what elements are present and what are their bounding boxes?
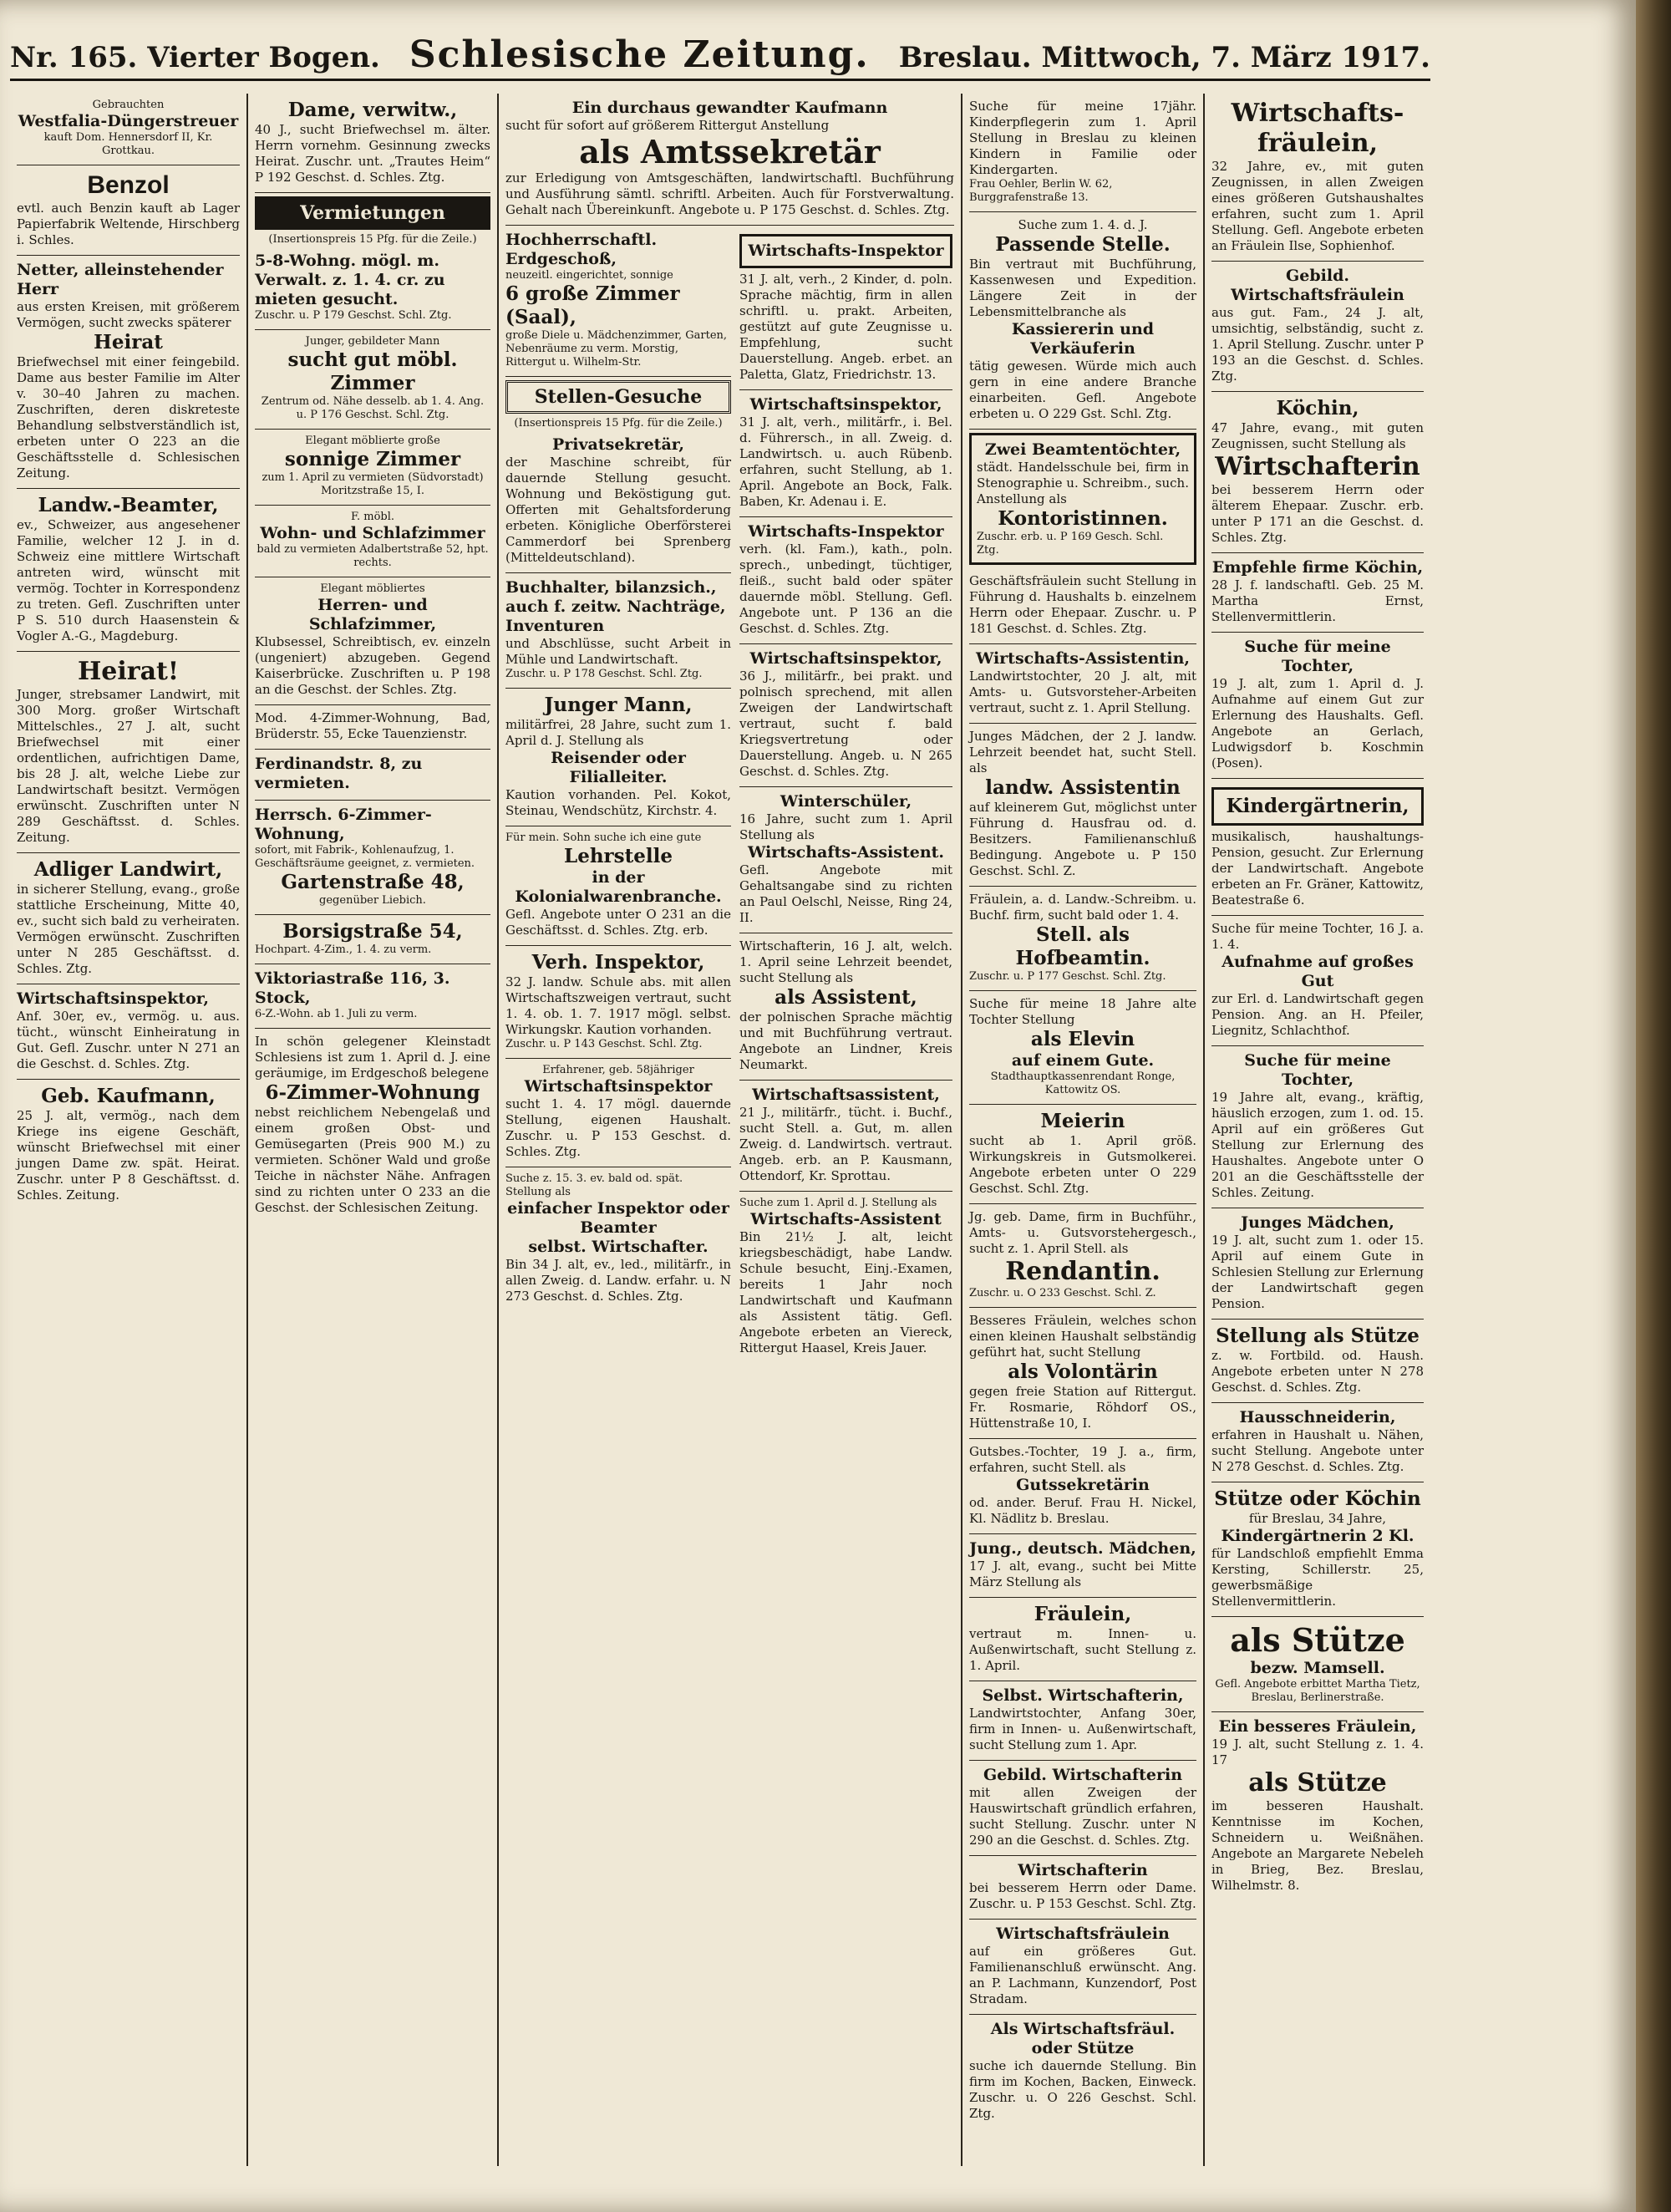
ad-headline: in der Kolonialwarenbranche. [515, 868, 722, 906]
section-subtitle: (Insertionspreis 15 Pfg. für die Zeile.) [268, 233, 477, 246]
ad-body: 32 Jahre, ev., mit guten Zeugnissen, in allen Zweigen eines größeren Gutshaushaltes erfahren, sucht zum 1. April Stellung. Gefl. Angebote erbeten an Fräulein Ilse, Sophienhof. [1211, 159, 1424, 253]
ad-reference: Zuschr. erb. u. P 169 Gesch. Schl. Ztg. [977, 531, 1164, 557]
ad-body: Briefwechsel mit einer feingebild. Dame aus bester Familie im Alter v. 30–40 Jahren zu machen. Zuschriften, deren diskreteste Behandlung selbstverständlich ist, erbeten unter O 223 an die Geschäftsstelle d. Schlesischen Zeitung. [17, 354, 240, 481]
ad-buchhalter [505, 573, 731, 689]
ad-headline: 6-Zimmer-Wohnung [265, 1081, 480, 1104]
ad-privatsekretaer [505, 430, 731, 573]
ad-headline: landw. Assistentin [985, 776, 1181, 799]
ad-wirtschafts-assistentin [969, 644, 1196, 724]
column-2 [248, 94, 499, 2166]
ad-headline: Fräulein, [1034, 1603, 1132, 1625]
ad-reference: Zuschr. u. P 178 Geschst. Schl. Ztg. [505, 668, 703, 680]
ad-benzol [17, 165, 240, 256]
ad-geschaeftsfraeulein [969, 568, 1196, 644]
ad-pretext: Suche für meine Tochter, 16 J. a. 1. 4. [1211, 921, 1424, 952]
issue-date: Breslau. Mittwoch, 7. März 1917. [898, 41, 1430, 74]
ad-headline: Wirtschafts-Inspektor [748, 522, 944, 541]
ad-pretext: Winterschüler, [780, 792, 912, 811]
ad-headline: Adliger Landwirt, [33, 858, 223, 881]
ad-headline: Ferdinandstr. 8, zu vermieten. [255, 755, 423, 792]
ad-inspektor [17, 984, 240, 1080]
ad-body: sucht ab 1. April größ. Wirkungskreis in Gutsmolkerei. Angebote erbeten unter O 229 Geschst. Schl. Ztg. [969, 1133, 1196, 1196]
ad-body: Mod. 4-Zimmer-Wohnung, Bad, Brüderstr. 55, Ecke Tauenzienstr. [255, 710, 490, 741]
ad-headline: Gutssekretärin [1016, 1476, 1150, 1494]
ad-headline: Kontoristinnen. [998, 507, 1168, 530]
section-header-stellengesuche [505, 380, 731, 414]
ad-pretext: Besseres Fräulein, welches schon einen kleinen Haushalt selbständig geführt hat, sucht Stellung [969, 1313, 1196, 1360]
ad-pretext: Gebrauchten [92, 99, 165, 111]
ad-headline: Geb. Kaufmann, [41, 1085, 216, 1107]
ad-kleinstadt [255, 1029, 490, 1223]
ad-stuetze [969, 2015, 1196, 2128]
ad-headline: Wirtschaftsinspektor, [17, 989, 210, 1008]
ad-hausschneiderin [1211, 1403, 1424, 1482]
ad-westfalia [17, 94, 240, 165]
ad-erfahrener [505, 1059, 731, 1167]
ad-body: militärfrei, 28 Jahre, sucht zum 1. April d. J. Stellung als [505, 717, 731, 748]
ad-body: 31 J. alt, verh., militärfr., i. Bel. d. Führersch., in all. Zweig. d. Landwirtsch. u. auch Rübenb. erfahren, sucht Stellung, ab 1. April. Angebote an Bock, Falk. Baben, Kr. Adenau i. E. [739, 414, 952, 509]
ad-headline: Wirtschafts-fräulein, [1231, 99, 1404, 158]
ad-headline: Netter, alleinstehender Herr [17, 261, 224, 298]
ad-body: In schön gelegener Kleinstadt Schlesiens ist zum 1. April d. J. eine geräumige, im Erdgeschoß belegene [255, 1034, 490, 1081]
ad-body: im besseren Haushalt. Kenntnisse im Kochen, Schneidern u. Weißnähen. Angebote an Margarete Nebeleh in Brieg, Bez. Breslau, Wilhelmstr. 8. [1211, 1798, 1424, 1893]
ad-body: städt. Handelsschule bei, firm in Stenographie u. Schreibm., such. Anstellung als [977, 460, 1189, 506]
ad-pretext: Junges Mädchen, der 2 J. landw. Lehrzeit beendet hat, sucht Stell. als [969, 729, 1196, 775]
ad-headline: Herren- und Schlafzimmer, [308, 596, 437, 633]
ad-tochter-1 [1211, 633, 1424, 779]
ad-headline: Verh. Inspektor, [531, 951, 705, 974]
ad-wirtschaftsinspektor-4 [739, 644, 952, 787]
ad-headline: Wirtschaftsinspektor, [749, 649, 942, 668]
ad-body: Anf. 30er, ev., vermög. u. aus. tücht., wünscht Einheiratung in Gut. Gefl. Zuschr. unter N 271 an die Geschst. d. Schles. Ztg. [17, 1009, 240, 1071]
ad-body: verh. (kl. Fam.), kath., poln. sprech., unbedingt, tüchtiger, fleiß., sucht bald oder später dauernde möbl. Stellung. Gefl. Angebote unt. P 136 an die Geschst. d. Schles. Ztg. [739, 542, 952, 636]
ad-pretext: Suche zum 1. April d. J. Stellung als [739, 1197, 937, 1209]
ad-body: Klubsessel, Schreibtisch, ev. einzeln (ungeniert) abzugeben. Gegend Kaiserbrücke. Zuschriften u. P 198 an die Geschst. der Schles. Ztg. [255, 634, 490, 697]
ad-body: 19 Jahre alt, evang., kräftig, häuslich erzogen, zum 1. od. 15. April auf ein größeres Gut Stellung zur Erlernung des Haushaltes. Angebote unter O 201 an die Geschäftsstelle der Schles. Zeitung. [1211, 1090, 1424, 1200]
ad-assistent [739, 933, 952, 1081]
ad-headline: Passende Stelle. [995, 233, 1171, 256]
ad-body: zum 1. April zu vermieten (Südvorstadt) Moritzstraße 15, I. [262, 471, 484, 497]
ad-pretext: Für mein. Sohn suche ich eine gute [505, 831, 702, 844]
ad-body: vertraut m. Innen- u. Außenwirtschaft, sucht Stellung z. 1. April. [969, 1626, 1196, 1673]
ad-body: 40 J., sucht Briefwechsel m. älter. Herrn vornehm. Gesinnung zwecks Heirat. Zuschr. unt. „Trautes Heim“ P 192 Geschst. d. Schles. Ztg. [255, 122, 490, 185]
ad-headline: Lehrstelle [564, 845, 673, 867]
ad-headline: 6 große Zimmer (Saal), [505, 282, 680, 328]
ad-elevin [969, 991, 1196, 1105]
ad-body: erfahren in Haushalt u. Nähen, sucht Stellung. Angebote unter N 278 Geschst. d. Schles. Ztg. [1211, 1427, 1424, 1474]
ad-kinderpflegerin [969, 94, 1196, 212]
ad-als-stuetze [1211, 1617, 1424, 1712]
ad-6-zimmer [255, 801, 490, 915]
ad-landw-assistentin [969, 724, 1196, 887]
ad-junges-maedchen [1211, 1208, 1424, 1320]
ad-headline: Suche für meine Tochter, [1244, 1051, 1391, 1089]
ad-headline: Meierin [1040, 1110, 1125, 1132]
ad-headline: sucht gut möbl. Zimmer [287, 348, 458, 394]
ad-headline: Privatsekretär, [551, 435, 685, 454]
masthead [10, 33, 1430, 81]
ad-wirtschaftsassistent [739, 1081, 952, 1192]
ad-reference: Zuschr. u. P 143 Geschst. Schl. Ztg. [505, 1038, 703, 1050]
ad-body: Suche für meine 17jähr. Kinderpflegerin zum 1. April Stellung in Breslau zu kleinen Kindern in Familie oder Kindergarten. [969, 99, 1196, 177]
ad-headline: Wirtschafts-Inspektor [739, 234, 952, 268]
ad-pretext: Suche z. 15. 3. ev. bald od. spät. Stellung als [505, 1172, 683, 1198]
column-4 [962, 94, 1205, 2166]
ad-headline: Wohn- und Schlafzimmer [260, 524, 485, 542]
ad-body: zur Erl. d. Landwirtschaft gegen Pension. Ang. an H. Pfeiler, Liegnitz, Schlachthof. [1211, 991, 1424, 1038]
ad-body: evtl. auch Benzin kauft ab Lager Papierfabrik Weltende, Hirschberg i. Schles. [17, 201, 240, 247]
ad-aufnahme-gut [1211, 916, 1424, 1046]
ad-body: 47 Jahre, evang., mit guten Zeugnissen, sucht Stellung als [1211, 420, 1424, 451]
column-5 [1205, 94, 1430, 2166]
ad-headline: Wirtschaftsinspektor [524, 1077, 713, 1096]
ad-headline: als Volontärin [1008, 1360, 1158, 1383]
ad-wirtschafts-assistent-2 [739, 1192, 952, 1363]
ad-body: 28 J. f. landschaftl. Geb. 25 M. Martha Ernst, Stellenvermittlerin. [1211, 577, 1424, 624]
ad-stellung-stuetze [1211, 1320, 1424, 1403]
ad-headline: Kassiererin und Verkäuferin [1011, 320, 1155, 358]
ad-body: Junger, strebsamer Landwirt, mit 300 Morg. großer Wirtschaft Mittelschles., 27 J. alt, sucht Briefwechsel mit einer ordentlichen, aufrichtigen Dame, bis 28 J. alt, welche Liebe zur Landwirtschaft besitzt. Vermögen erwünscht. Zuschriften unter N 289 Geschäftsst. d. Schles. Zeitung. [17, 687, 240, 845]
ad-ferdinandstr [255, 750, 490, 801]
book-binding [1636, 0, 1671, 2212]
ad-headline: Kindergärtnerin, [1211, 787, 1424, 826]
ad-kaufmann [17, 1080, 240, 1210]
ad-headline: als Assistent, [775, 986, 917, 1009]
ad-wohn-schlaf [255, 506, 490, 577]
ad-body: Zuschr. u. P 179 Geschst. Schl. Ztg. [255, 309, 452, 322]
ad-body: Zentrum od. Nähe desselb. ab 1. 4. Ang. u. P 176 Geschst. Schl. Ztg. [261, 395, 485, 421]
ad-body: nebst reichlichem Nebengelaß und einem großen Obst- und Gemüsegarten (Preis 900 M.) zu vermieten. Schöner Wald und große Teiche in nächster Nähe. Anfragen sind zu richten unter O 233 an die Geschst. der Schlesischen Zeitung. [255, 1105, 490, 1215]
ad-headline: Kindergärtnerin 2 Kl. [1221, 1527, 1415, 1545]
ad-headline: Filialleiter. [569, 768, 668, 786]
ad-pretext: Erfahrener, geb. 58jähriger [542, 1064, 694, 1076]
ad-headline: Reisender oder [551, 749, 686, 767]
issue-number: Nr. 165. Vierter Bogen. [10, 41, 380, 74]
ad-lehrstelle [505, 826, 731, 946]
ad-headline: Jung., deutsch. Mädchen, [969, 1539, 1196, 1558]
ad-body: der Maschine schreibt, für dauernde Stellung gesucht. Wohnung und Beköstigung gut. Offerten mit Gehaltsforderung erbeten. Königliche Oberförsterei Cammerdorf bei Sprenberg (Mitteldeutschland). [505, 455, 731, 565]
ad-body: bei besserem Herrn oder Dame. Zuschr. u. P 153 Geschst. Schl. Ztg. [969, 1880, 1196, 1911]
ad-headline: sonnige Zimmer [284, 448, 461, 470]
ad-body: bald zu vermieten Adalbertstraße 52, hpt. rechts. [256, 543, 489, 569]
ad-headline: Wirtschafts-Assistentin, [975, 649, 1191, 668]
ad-body: bezw. Mamsell. [1250, 1659, 1385, 1677]
ad-body: der polnischen Sprache mächtig und mit Buchführung vertraut. Angebote an Lindner, Kreis Neumarkt. [739, 1009, 952, 1072]
ad-reference: Gefl. Angebote erbittet Martha Tietz, Breslau, Berlinerstraße. [1215, 1678, 1420, 1704]
ad-kindergaertnerin [1211, 779, 1424, 916]
ad-headline: als Stütze [1230, 1621, 1405, 1659]
ad-headline: Ein besseres Fräulein, [1218, 1717, 1417, 1736]
ad-headline: Als Wirtschaftsfräul. oder Stütze [990, 2020, 1176, 2057]
ad-body: Bin vertraut mit Buchführung, Kassenwesen und Expedition. Längere Zeit in der Lebensmittelbranche als [969, 257, 1196, 319]
ad-passende-stelle [969, 212, 1196, 430]
ad-headline: einfacher Inspektor oder Beamter [507, 1199, 729, 1237]
ad-meierin [969, 1105, 1196, 1204]
ad-hofbeamtin [969, 887, 1196, 991]
ad-body: für Landschloß empfiehlt Emma Kersting, Schillerstr. 25, gewerbsmäßige Stellenvermittlerin. [1211, 1546, 1424, 1609]
ad-headline: Selbst. Wirtschafterin, [982, 1686, 1184, 1705]
ad-tochter-2 [1211, 1046, 1424, 1208]
ad-body: auf einem Gute. [1011, 1051, 1155, 1070]
ad-headline: als Amtssekretär [579, 133, 881, 170]
ad-einfacher-inspektor [505, 1167, 731, 1311]
ad-body: od. ander. Beruf. Frau H. Nickel, Kl. Nädlitz b. Breslau. [969, 1495, 1196, 1526]
ad-body: ev., Schweizer, aus angesehener Familie, welcher 12 J. in d. Schweiz eine mittlere Wirtschaft antreten wird, wünscht mit vermög. Tochter in Korrespondenz zu treten. Gefl. Zuschriften unter P S. 510 durch Haasenstein & Vogler A.-G., Magdeburg. [17, 517, 240, 643]
ad-body: 25 J. alt, vermög., nach dem Kriege ins eigene Geschäft, wünscht Briefwechsel mit einer jungen Dame zw. spät. Heirat. Zuschr. unter P 8 Geschäftsst. d. Schles. Zeitung. [17, 1108, 240, 1203]
ad-headline: Heirat [94, 331, 163, 353]
ad-body: sucht 1. 4. 17 mögl. dauernde Stellung, eigenen Haushalt. Zuschr. u. P 153 Geschst. d. Schles. Ztg. [505, 1096, 731, 1159]
ad-heirat-landwirt [17, 652, 240, 853]
ad-headline: Landw.-Beamter, [38, 494, 219, 516]
ad-body: musikalisch, haushaltungs-Pension, gesucht. Zur Erlernung der Landwirtschaft. Angebote erbeten an Fr. Gräner, Kattowitz, Beatestraße 6. [1211, 829, 1424, 908]
ad-heirat-herr [17, 256, 240, 489]
ad-headline: Dame, verwitw., [287, 99, 458, 121]
ad-body: 19 J. alt, zum 1. April d. J. Aufnahme auf einem Gut zur Erlernung des Haushalts. Gefl. Angebote an Gerlach, Ludwigsdorf b. Koschmin (Posen). [1211, 676, 1424, 770]
ad-body: gegen freie Station auf Rittergut. Fr. Rosmarie, Röhdorf OS., Hüttenstraße 10, I. [969, 1384, 1196, 1431]
ad-headline: Wirtschaftsinspektor, [749, 395, 942, 414]
ad-reference: Zuschr. u. O 233 Geschst. Schl. Z. [969, 1287, 1156, 1299]
ad-headline: Benzol [87, 171, 170, 199]
ad-headline: Köchin, [1276, 397, 1359, 420]
ad-herrenzimmer [255, 577, 490, 705]
ad-pretext: Jg. geb. Dame, firm in Buchführ., Amts- u. Gutsvorstehergesch., sucht z. 1. April Stell. als [969, 1209, 1196, 1256]
ad-headline: Borsigstraße 54, [282, 920, 463, 943]
ad-body: 19 J. alt, sucht zum 1. oder 15. April auf einem Gute in Schlesien Stellung zur Erlernung der Landwirtschaft gegen Pension. [1211, 1233, 1424, 1311]
ad-wirtschafts-inspektor [739, 226, 952, 390]
ad-besseres-fraeulein [1211, 1712, 1424, 1900]
columns [10, 94, 1430, 2166]
ad-mod-wohnung [255, 705, 490, 750]
ad-empfehle-koechin [1211, 553, 1424, 633]
column-1 [10, 94, 248, 2166]
ad-verh-inspektor [505, 946, 731, 1059]
ad-headline: Empfehle firme Köchin, [1211, 558, 1424, 577]
ad-junger-mann [505, 689, 731, 826]
ad-body: kauft Dom. Hennersdorf II, Kr. Grottkau. [43, 131, 213, 157]
ad-borsigstr [255, 915, 490, 964]
ad-headline: Wirtschafts-Assistent [750, 1210, 942, 1228]
ad-body: für Breslau, 34 Jahre, [1248, 1511, 1387, 1526]
ad-headline: Aufnahme auf großes Gut [1222, 953, 1414, 990]
ad-headline: Viktoriastraße 116, 3. Stock, [255, 969, 450, 1007]
ad-headline: Wirtschaftsassistent, [752, 1086, 940, 1104]
ad-headline: als Elevin [1030, 1028, 1135, 1050]
ad-body: Bin 21½ J. alt, leicht kriegsbeschädigt, habe Landw. Schule besucht, Einj.-Examen, bereits 1 Jahr noch Landwirtschaft und Kaufmann als Assistent tätig. Gefl. Angebote erbeten an Viereck, Rittergut Haasel, Kreis Jauer. [739, 1229, 952, 1355]
ad-headline: Gartenstraße 48, [281, 871, 465, 893]
ad-jung-deutsch [969, 1534, 1196, 1598]
ad-headline: Gebild. Wirtschafterin [983, 1766, 1183, 1784]
section-title: Stellen-Gesuche [534, 386, 703, 408]
ad-pretext: Elegant möblierte große [305, 435, 440, 447]
ad-rendantin [969, 1204, 1196, 1308]
ad-wirtschafterin [969, 1856, 1196, 1920]
ad-body: gegenüber Liebich. [319, 894, 426, 907]
ad-zimmer-gesucht [255, 330, 490, 430]
ad-body: große Diele u. Mädchenzimmer, Garten, Nebenräume zu verm. Morstig, Rittergut u. Wilhelm-Str. [505, 329, 728, 369]
ad-headline: als Stütze [1248, 1768, 1387, 1798]
ad-pretext: Gutsbes.-Tochter, 19 J. a., firm, erfahren, sucht Stell. als [969, 1444, 1196, 1475]
ad-landw-beamter [17, 489, 240, 652]
ad-headline: Rendantin. [1005, 1257, 1161, 1286]
ad-body: Hochpart. 4-Zim., 1. 4. zu verm. [255, 943, 432, 956]
ad-volontaerin [969, 1308, 1196, 1439]
ad-reference: Stadthauptkassenrendant Ronge, Kattowitz OS. [990, 1070, 1176, 1096]
ad-kontoristinnen [969, 433, 1196, 565]
ad-selbst-wirtschafterin [969, 1681, 1196, 1761]
ad-pretext: Suche zum 1. 4. d. J. [1018, 217, 1148, 232]
ad-pretext: Suche für meine 18 Jahre alte Tochter Stellung [969, 996, 1196, 1027]
ad-body: aus gut. Fam., 24 J. alt, umsichtig, selbständig, sucht z. 1. April Stellung. Zuschr. unter P 193 an die Geschst. d. Schles. Ztg. [1211, 305, 1424, 384]
ad-pretext: Junger, gebildeter Mann [305, 335, 440, 348]
ad-erdgeschoss [505, 226, 731, 377]
ad-headline: Herrsch. 6-Zimmer-Wohnung, [255, 806, 432, 843]
ad-headline: Hausschneiderin, [1239, 1408, 1396, 1426]
ad-amtssekretaer [505, 94, 954, 226]
ad-body: zur Erledigung von Amtsgeschäften, landwirtschaftl. Buchführung und Ausführung sämtl. schriftl. Arbeiten. Auch für Forstverwaltung. Gehalt nach Übereinkunft. Angebote u. P 175 Geschst. d. Schles. Ztg. [505, 170, 954, 217]
ad-headline: Wirtschaftsfräulein [996, 1925, 1170, 1943]
ad-body: Bin 34 J. alt, ev., led., militärfr., in allen Zweig. d. Landw. erfahr. u. N 273 Geschst. d. Schles. Ztg. [505, 1257, 731, 1304]
ad-body: sofort, mit Fabrik-, Kohlenaufzug, 1. Geschäftsräume geeignet, z. vermieten. [255, 844, 475, 870]
ad-body: 16 Jahre, sucht zum 1. April Stellung als [739, 811, 952, 842]
ad-headline: Suche für meine Tochter, [1244, 638, 1391, 675]
ad-body: 17 J. alt, evang., sucht bei Mitte März Stellung als [969, 1559, 1196, 1589]
section-subtitle: (Insertionspreis 15 Pfg. für die Zeile.) [514, 417, 723, 430]
ad-headline: Stütze oder Köchin [1214, 1487, 1421, 1510]
ad-gebild-wirtschaftsfraeulein [1211, 262, 1424, 392]
ad-viktoriastr [255, 964, 490, 1029]
ad-dame [255, 94, 490, 193]
ad-pretext: Elegant möbliertes [320, 582, 425, 595]
ad-body: mit allen Zweigen der Hauswirtschaft gründlich erfahren, sucht Stellung. Zuschr. unter N 290 an die Geschst. d. Schles. Ztg. [969, 1785, 1196, 1848]
ad-sonnige-zimmer [255, 430, 490, 506]
section-header-vermietungen [255, 196, 490, 230]
ad-headline: Buchhalter, bilanzsich., auch f. zeitw. Nachträge, Inventuren [505, 578, 726, 635]
ad-body: aus ersten Kreisen, mit größerem Vermögen, sucht zwecks späterer [17, 299, 240, 330]
ad-pretext: Ein durchaus gewandter Kaufmann [571, 99, 888, 117]
ad-headline: Heirat! [77, 657, 180, 686]
ad-body: auf ein größeres Gut. Familienanschluß erwünscht. Ang. an P. Lachmann, Kunzendorf, Post Stradam. [969, 1944, 1196, 2006]
ad-winterschueler [739, 787, 952, 933]
ad-headline: Hochherrschaftl. Erdgeschoß, [505, 231, 658, 268]
ad-body: und Abschlüsse, sucht Arbeit in Mühle und Landwirtschaft. [505, 636, 731, 667]
ad-body: Gefl. Angebote mit Gehaltsangabe sind zu richten an Paul Oelschl, Neisse, Ring 24, II. [739, 862, 952, 925]
ad-wirtschaftsfraeulein [969, 1920, 1196, 2015]
newspaper-title: Schlesische Zeitung. [409, 33, 870, 76]
section-title: Vermietungen [300, 202, 445, 224]
ad-body: Kaution vorhanden. Pel. Kokot, Steinau, Wendschütz, Kirchstr. 4. [505, 787, 731, 818]
ad-body: tätig gewesen. Würde mich auch gern in eine andere Branche einarbeiten. Gefl. Angebote erbeten u. O 229 Gst. Schl. Ztg. [969, 358, 1196, 421]
ad-body: 19 J. alt, sucht Stellung z. 1. 4. 17 [1211, 1737, 1424, 1767]
ad-body: 32 J. landw. Schule abs. mit allen Wirtschaftszweigen vertraut, sucht 1. 4. ob. 1. 7. 1917 mögl. selbst. Wirkungskr. Kaution vorhanden. [505, 974, 731, 1037]
ad-body: suche ich dauernde Stellung. Bin firm im Kochen, Backen, Einweck. Zuschr. u. O 226 Geschst. Schl. Ztg. [969, 2058, 1196, 2121]
column-3 [499, 94, 962, 2166]
ad-wirtschaftsfraeulein-2 [1211, 94, 1424, 262]
ad-headline: Gebild. Wirtschaftsfräulein [1231, 267, 1404, 304]
ad-body: Geschäftsfräulein sucht Stellung in Führung d. Haushalts b. einzelnem Herrn oder Ehepaar. Zuschr. u. P 181 Geschst. d. Schles. Ztg. [969, 573, 1196, 636]
ad-headline: Stellung als Stütze [1216, 1325, 1420, 1347]
ad-body: Landwirtstochter, 20 J. alt, mit Amts- u. Gutsvorsteher-Arbeiten vertraut, sucht z. 1. April Stellung. [969, 669, 1196, 715]
ad-gebild-wirtschafterin [969, 1761, 1196, 1856]
ad-koechin [1211, 392, 1424, 553]
ad-wirtschaftsinspektor-2 [739, 390, 952, 517]
ad-headline: Wirtschafterin [1215, 452, 1420, 481]
ad-headline: Stell. als Hofbeamtin. [1015, 923, 1150, 969]
ad-adliger [17, 853, 240, 984]
ad-pretext: Fräulein, a. d. Landw.-Schreibm. u. Buchf. firm, sucht bald oder 1. 4. [969, 892, 1196, 923]
ad-body: 31 J. alt, verh., 2 Kinder, d. poln. Sprache mächtig, firm in allen schriftl. u. prakt. Arbeiten, gestützt auf gute Zeugnisse u. Empfehlung, sucht Dauerstellung. Angeb. erbet. an Paletta, Glatz, Friedrichstr. 13. [739, 272, 952, 382]
ad-headline: Junges Mädchen, [1241, 1213, 1394, 1232]
ad-body: 21 J., militärfr., tücht. i. Buchf., sucht Stell. a. Gut, m. allen Zweig. d. Landwirtsch. vertraut. Angeb. erb. an P. Kausmann, Ottendorf, Kr. Sprottau. [739, 1105, 952, 1183]
ad-body: 36 J., militärfr., bei prakt. und polnisch sprechend, mit allen Zweigen der Landwirtschaft vertraut, sucht f. bald Kriegsvertretung oder Dauerstellung. Angeb. u. N 265 Geschst. d. Schles. Ztg. [739, 669, 952, 779]
ad-headline: Wirtschafts-Assistent. [747, 843, 945, 862]
ad-reference: Zuschr. u. P 177 Geschst. Schl. Ztg. [969, 970, 1166, 983]
ad-body: neuzeitl. eingerichtet, sonnige [505, 269, 673, 282]
ad-body: bei besserem Herrn oder älterem Ehepaar. Zuschr. erb. unter P 171 an die Geschst. d. Schles. Ztg. [1211, 482, 1424, 545]
ad-gutssekretaerin [969, 1439, 1196, 1534]
ad-body: z. w. Fortbild. od. Haush. Angebote erbeten unter N 278 Geschst. d. Schles. Ztg. [1211, 1348, 1424, 1395]
ad-pretext: F. möbl. [350, 511, 395, 523]
ad-wohnung-1 [255, 247, 490, 330]
ad-pretext: Wirtschafterin, 16 J. alt, welch. 1. April seine Lehrzeit beendet, sucht Stellung als [739, 938, 952, 985]
ad-fraeulein [969, 1598, 1196, 1681]
ad-headline: Wirtschafterin [1018, 1861, 1148, 1879]
ad-wirtschafts-inspektor-3 [739, 517, 952, 644]
ad-body: Landwirtstochter, Anfang 30er, firm in Innen- u. Außenwirtschaft, sucht Stellung zum 1. Apr. [969, 1706, 1196, 1752]
ad-subline: sucht für sofort auf größerem Rittergut Anstellung [505, 118, 830, 133]
ad-headline: Junger Mann, [544, 694, 693, 716]
ad-body: auf kleinerem Gut, möglichst unter Führung d. Hausfrau od. d. Besitzers. Familienanschluß Bedingung. Angebote u. P 150 Geschst. Schl. Z. [969, 800, 1196, 878]
ad-headline: 5-8-Wohng. mögl. m. Verwalt. z. 1. 4. cr. zu mieten gesucht. [255, 252, 445, 308]
ad-headline: Zwei Beamtentöchter, [984, 440, 1181, 459]
ad-reference: Frau Oehler, Berlin W. 62, Burggrafenstraße 13. [969, 178, 1113, 204]
ad-body: in sicherer Stellung, evang., große stattliche Erscheinung, Mitte 40, ev., sucht sich bald zu verheiraten. Vermögen erwünscht. Zuschriften unter N 285 Geschäftsst. d. Schles. Ztg. [17, 882, 240, 976]
ad-headline: selbst. Wirtschafter. [528, 1238, 709, 1256]
ad-headline: Westfalia-Düngerstreuer [18, 112, 239, 130]
ad-stuetze-koechin [1211, 1482, 1424, 1617]
ad-body: Gefl. Angebote unter O 231 an die Geschäftsst. d. Schles. Ztg. erb. [505, 907, 731, 938]
ad-body: 6-Z.-Wohn. ab 1. Juli zu verm. [255, 1008, 418, 1020]
